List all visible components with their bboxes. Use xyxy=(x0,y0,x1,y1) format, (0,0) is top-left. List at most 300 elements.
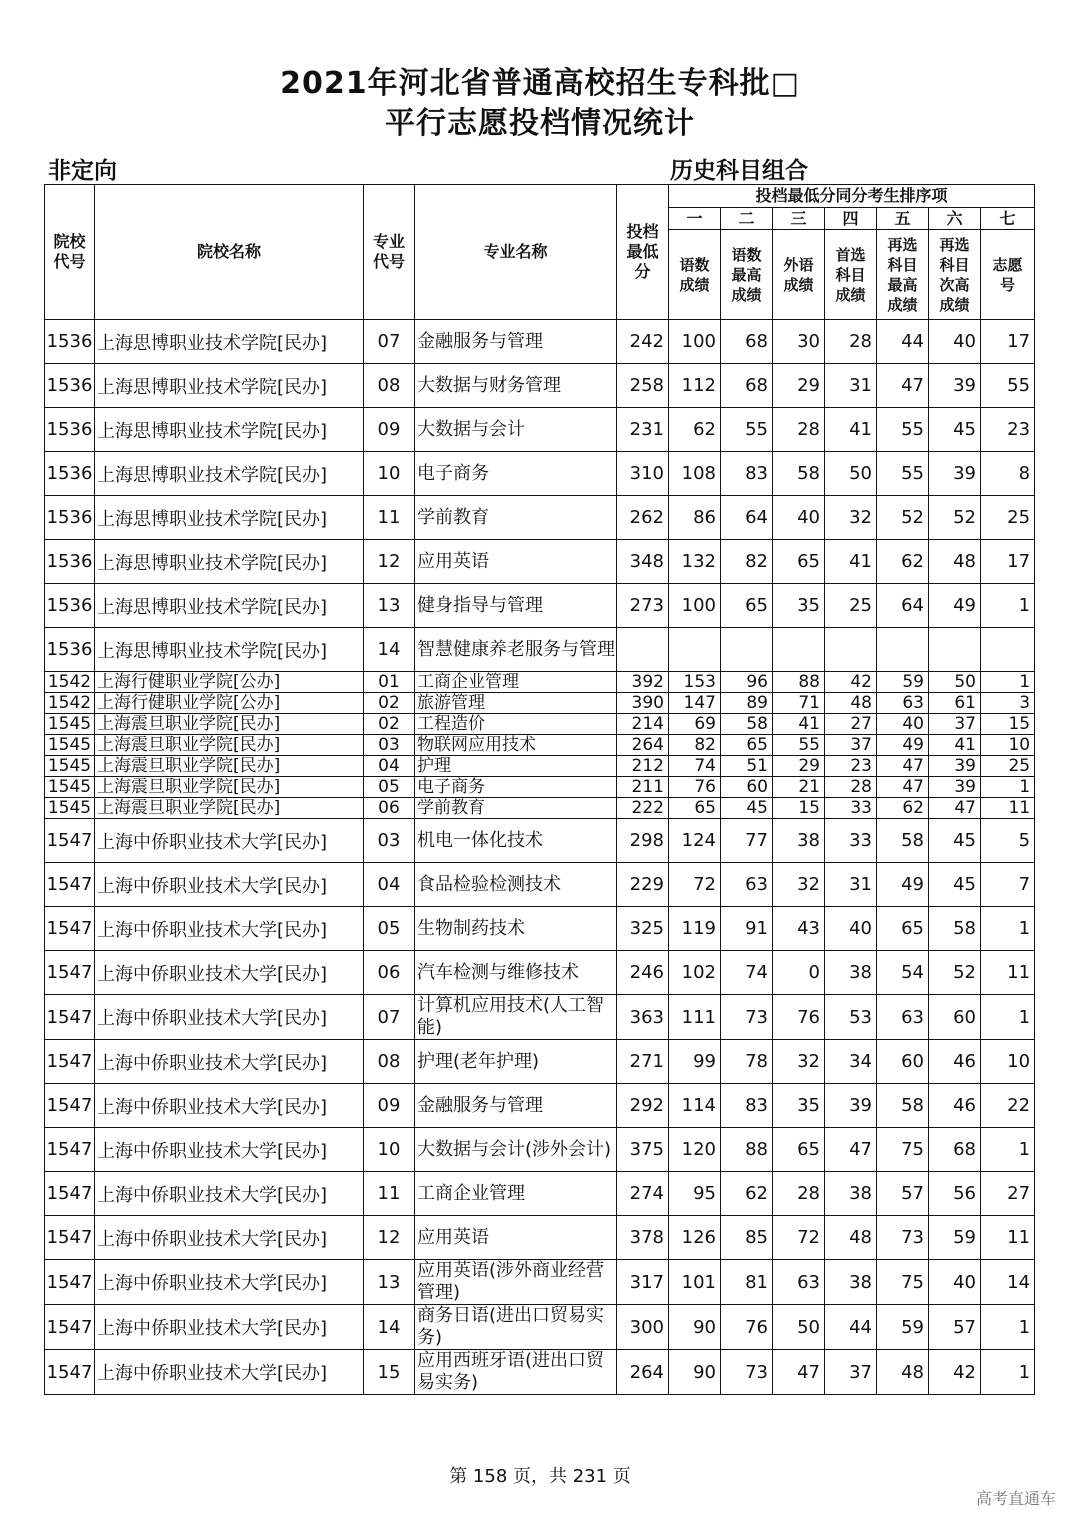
cell-school-code: 1536 xyxy=(45,584,95,628)
cell-tiebreak-6: 49 xyxy=(929,584,981,628)
cell-tiebreak-5: 60 xyxy=(877,1040,929,1084)
cell-tiebreak-7: 1 xyxy=(981,907,1035,951)
cell-tiebreak-2: 89 xyxy=(721,693,773,714)
header-school-code: 院校代号 xyxy=(45,185,95,320)
cell-tiebreak-2: 65 xyxy=(721,735,773,756)
cell-tiebreak-5: 44 xyxy=(877,320,929,364)
cell-min-score: 390 xyxy=(617,693,669,714)
cell-tiebreak-7: 1 xyxy=(981,672,1035,693)
cell-min-score: 292 xyxy=(617,1084,669,1128)
cell-school-code: 1547 xyxy=(45,1084,95,1128)
header-order-6: 六 xyxy=(929,208,981,230)
header-major-code: 专业代号 xyxy=(364,185,415,320)
table-row xyxy=(45,735,1035,756)
table-row xyxy=(45,628,1035,672)
cell-tiebreak-1: 147 xyxy=(669,693,721,714)
table-row xyxy=(45,1084,1035,1128)
cell-tiebreak-4: 28 xyxy=(825,320,877,364)
cell-school-code: 1547 xyxy=(45,1128,95,1172)
header-order-1: 一 xyxy=(669,208,721,230)
cell-min-score xyxy=(617,628,669,672)
cell-major-code: 03 xyxy=(364,735,415,756)
cell-tiebreak-6: 60 xyxy=(929,995,981,1040)
cell-tiebreak-1: 90 xyxy=(669,1305,721,1350)
cell-school-code: 1547 xyxy=(45,1260,95,1305)
cell-school-code: 1542 xyxy=(45,693,95,714)
cell-tiebreak-5: 65 xyxy=(877,907,929,951)
cell-tiebreak-7: 22 xyxy=(981,1084,1035,1128)
cell-school-name: 上海思博职业技术学院[民办] xyxy=(95,540,364,584)
table-row xyxy=(45,907,1035,951)
cell-major-name: 机电一体化技术 xyxy=(415,819,617,863)
cell-major-code: 04 xyxy=(364,863,415,907)
cell-school-name: 上海中侨职业技术大学[民办] xyxy=(95,1172,364,1216)
cell-major-name: 物联网应用技术 xyxy=(415,735,617,756)
cell-school-code: 1547 xyxy=(45,1350,95,1395)
cell-tiebreak-5: 73 xyxy=(877,1216,929,1260)
header-criteria-4: 首选科目成绩 xyxy=(825,230,877,320)
cell-major-code: 09 xyxy=(364,1084,415,1128)
cell-tiebreak-5: 54 xyxy=(877,951,929,995)
cell-tiebreak-2: 55 xyxy=(721,408,773,452)
cell-tiebreak-6: 39 xyxy=(929,452,981,496)
cell-tiebreak-3: 63 xyxy=(773,1260,825,1305)
cell-tiebreak-2: 88 xyxy=(721,1128,773,1172)
cell-min-score: 264 xyxy=(617,735,669,756)
cell-major-code: 10 xyxy=(364,1128,415,1172)
cell-major-code: 02 xyxy=(364,693,415,714)
cell-tiebreak-2: 85 xyxy=(721,1216,773,1260)
cell-tiebreak-7: 27 xyxy=(981,1172,1035,1216)
cell-school-code: 1536 xyxy=(45,452,95,496)
table-row xyxy=(45,756,1035,777)
cell-tiebreak-7: 25 xyxy=(981,496,1035,540)
cell-tiebreak-1: 100 xyxy=(669,320,721,364)
cell-school-code: 1545 xyxy=(45,735,95,756)
cell-tiebreak-6: 59 xyxy=(929,1216,981,1260)
cell-tiebreak-2: 65 xyxy=(721,584,773,628)
header-order-3: 三 xyxy=(773,208,825,230)
cell-tiebreak-7: 1 xyxy=(981,1128,1035,1172)
cell-tiebreak-1: 100 xyxy=(669,584,721,628)
cell-tiebreak-5: 47 xyxy=(877,777,929,798)
cell-tiebreak-1: 65 xyxy=(669,798,721,819)
cell-tiebreak-7 xyxy=(981,628,1035,672)
cell-major-name: 应用英语 xyxy=(415,1216,617,1260)
cell-school-code: 1536 xyxy=(45,496,95,540)
cell-major-code: 02 xyxy=(364,714,415,735)
cell-tiebreak-5: 58 xyxy=(877,1084,929,1128)
cell-major-code: 05 xyxy=(364,907,415,951)
cell-major-name: 商务日语(进出口贸易实务) xyxy=(415,1305,617,1350)
cell-tiebreak-3: 29 xyxy=(773,364,825,408)
cell-school-name: 上海中侨职业技术大学[民办] xyxy=(95,951,364,995)
cell-school-name: 上海思博职业技术学院[民办] xyxy=(95,320,364,364)
cell-tiebreak-5: 57 xyxy=(877,1172,929,1216)
cell-tiebreak-4: 37 xyxy=(825,1350,877,1395)
cell-major-code: 01 xyxy=(364,672,415,693)
cell-tiebreak-6: 61 xyxy=(929,693,981,714)
cell-major-name: 电子商务 xyxy=(415,777,617,798)
cell-tiebreak-5: 47 xyxy=(877,756,929,777)
cell-tiebreak-7: 1 xyxy=(981,995,1035,1040)
cell-tiebreak-4: 44 xyxy=(825,1305,877,1350)
cell-min-score: 325 xyxy=(617,907,669,951)
cell-min-score: 212 xyxy=(617,756,669,777)
cell-school-name: 上海中侨职业技术大学[民办] xyxy=(95,1260,364,1305)
cell-tiebreak-1: 74 xyxy=(669,756,721,777)
cell-tiebreak-6: 52 xyxy=(929,951,981,995)
table-row xyxy=(45,714,1035,735)
cell-min-score: 298 xyxy=(617,819,669,863)
cell-tiebreak-4: 48 xyxy=(825,1216,877,1260)
cell-major-code: 06 xyxy=(364,951,415,995)
cell-school-name: 上海思博职业技术学院[民办] xyxy=(95,628,364,672)
cell-school-name: 上海思博职业技术学院[民办] xyxy=(95,408,364,452)
cell-tiebreak-4: 28 xyxy=(825,777,877,798)
cell-major-name: 食品检验检测技术 xyxy=(415,863,617,907)
cell-tiebreak-1: 124 xyxy=(669,819,721,863)
cell-tiebreak-4: 38 xyxy=(825,951,877,995)
cell-school-name: 上海震旦职业学院[民办] xyxy=(95,735,364,756)
table-row xyxy=(45,1040,1035,1084)
cell-min-score: 363 xyxy=(617,995,669,1040)
cell-school-code: 1545 xyxy=(45,756,95,777)
cell-tiebreak-4: 53 xyxy=(825,995,877,1040)
cell-major-name: 应用西班牙语(进出口贸易实务) xyxy=(415,1350,617,1395)
cell-tiebreak-2: 91 xyxy=(721,907,773,951)
table-row xyxy=(45,584,1035,628)
cell-tiebreak-6: 42 xyxy=(929,1350,981,1395)
cell-tiebreak-3: 15 xyxy=(773,798,825,819)
cell-tiebreak-4 xyxy=(825,628,877,672)
cell-major-code: 07 xyxy=(364,320,415,364)
cell-tiebreak-1: 90 xyxy=(669,1350,721,1395)
cell-tiebreak-5: 63 xyxy=(877,693,929,714)
cell-tiebreak-5: 62 xyxy=(877,798,929,819)
cell-tiebreak-1: 108 xyxy=(669,452,721,496)
cell-tiebreak-1: 111 xyxy=(669,995,721,1040)
header-criteria-5: 再选科目最高成绩 xyxy=(877,230,929,320)
table-row xyxy=(45,496,1035,540)
cell-tiebreak-3: 72 xyxy=(773,1216,825,1260)
cell-tiebreak-2: 51 xyxy=(721,756,773,777)
cell-major-code: 12 xyxy=(364,1216,415,1260)
cell-major-code: 08 xyxy=(364,1040,415,1084)
cell-school-name: 上海中侨职业技术大学[民办] xyxy=(95,907,364,951)
cell-major-name: 应用英语(涉外商业经营管理) xyxy=(415,1260,617,1305)
cell-tiebreak-4: 50 xyxy=(825,452,877,496)
cell-major-name: 汽车检测与维修技术 xyxy=(415,951,617,995)
cell-min-score: 300 xyxy=(617,1305,669,1350)
cell-tiebreak-7: 3 xyxy=(981,693,1035,714)
cell-school-code: 1536 xyxy=(45,540,95,584)
page-title-line-2: 平行志愿投档情况统计 xyxy=(385,106,695,141)
cell-tiebreak-3: 35 xyxy=(773,1084,825,1128)
cell-tiebreak-3: 38 xyxy=(773,819,825,863)
cell-major-name: 大数据与会计 xyxy=(415,408,617,452)
cell-major-name: 护理 xyxy=(415,756,617,777)
cell-tiebreak-3: 28 xyxy=(773,408,825,452)
cell-tiebreak-6: 57 xyxy=(929,1305,981,1350)
cell-tiebreak-5: 48 xyxy=(877,1350,929,1395)
cell-tiebreak-1: 62 xyxy=(669,408,721,452)
cell-major-name: 电子商务 xyxy=(415,452,617,496)
table-row xyxy=(45,320,1035,364)
table-row xyxy=(45,798,1035,819)
header-criteria-1: 语数成绩 xyxy=(669,230,721,320)
cell-tiebreak-2: 68 xyxy=(721,320,773,364)
cell-school-name: 上海中侨职业技术大学[民办] xyxy=(95,1128,364,1172)
cell-tiebreak-6: 50 xyxy=(929,672,981,693)
table-row xyxy=(45,1305,1035,1350)
cell-tiebreak-7: 11 xyxy=(981,951,1035,995)
cell-major-name: 计算机应用技术(人工智能) xyxy=(415,995,617,1040)
table-row xyxy=(45,1260,1035,1305)
cell-tiebreak-2: 83 xyxy=(721,452,773,496)
cell-tiebreak-5: 40 xyxy=(877,714,929,735)
table-row xyxy=(45,819,1035,863)
cell-school-code: 1547 xyxy=(45,1216,95,1260)
cell-tiebreak-4: 32 xyxy=(825,496,877,540)
cell-school-code: 1545 xyxy=(45,714,95,735)
cell-min-score: 229 xyxy=(617,863,669,907)
cell-school-name: 上海中侨职业技术大学[民办] xyxy=(95,1216,364,1260)
cell-tiebreak-2: 64 xyxy=(721,496,773,540)
header-tiebreak-group: 投档最低分同分考生排序项 xyxy=(669,185,1035,208)
cell-major-name: 护理(老年护理) xyxy=(415,1040,617,1084)
cell-min-score: 246 xyxy=(617,951,669,995)
cell-tiebreak-2: 62 xyxy=(721,1172,773,1216)
cell-school-name: 上海中侨职业技术大学[民办] xyxy=(95,1305,364,1350)
cell-tiebreak-6: 68 xyxy=(929,1128,981,1172)
cell-tiebreak-3: 43 xyxy=(773,907,825,951)
cell-min-score: 242 xyxy=(617,320,669,364)
cell-min-score: 231 xyxy=(617,408,669,452)
cell-tiebreak-6: 39 xyxy=(929,777,981,798)
cell-tiebreak-3: 55 xyxy=(773,735,825,756)
cell-tiebreak-6: 45 xyxy=(929,819,981,863)
cell-tiebreak-4: 47 xyxy=(825,1128,877,1172)
cell-tiebreak-2: 96 xyxy=(721,672,773,693)
cell-tiebreak-4: 33 xyxy=(825,798,877,819)
cell-school-name: 上海震旦职业学院[民办] xyxy=(95,756,364,777)
cell-tiebreak-6: 40 xyxy=(929,320,981,364)
cell-min-score: 214 xyxy=(617,714,669,735)
cell-school-code: 1536 xyxy=(45,320,95,364)
cell-major-name: 学前教育 xyxy=(415,798,617,819)
cell-school-code: 1536 xyxy=(45,628,95,672)
cell-major-name: 工商企业管理 xyxy=(415,1172,617,1216)
cell-tiebreak-2: 60 xyxy=(721,777,773,798)
cell-major-code: 11 xyxy=(364,1172,415,1216)
cell-tiebreak-2: 82 xyxy=(721,540,773,584)
cell-school-name: 上海震旦职业学院[民办] xyxy=(95,714,364,735)
cell-tiebreak-2: 45 xyxy=(721,798,773,819)
cell-tiebreak-1: 95 xyxy=(669,1172,721,1216)
table-row xyxy=(45,1172,1035,1216)
cell-tiebreak-7: 5 xyxy=(981,819,1035,863)
cell-tiebreak-6: 47 xyxy=(929,798,981,819)
cell-tiebreak-6: 46 xyxy=(929,1040,981,1084)
cell-tiebreak-1: 114 xyxy=(669,1084,721,1128)
cell-min-score: 264 xyxy=(617,1350,669,1395)
cell-min-score: 375 xyxy=(617,1128,669,1172)
cell-tiebreak-7: 55 xyxy=(981,364,1035,408)
cell-major-code: 13 xyxy=(364,584,415,628)
cell-tiebreak-2: 76 xyxy=(721,1305,773,1350)
cell-tiebreak-2: 83 xyxy=(721,1084,773,1128)
cell-tiebreak-3: 65 xyxy=(773,1128,825,1172)
cell-min-score: 271 xyxy=(617,1040,669,1084)
cell-tiebreak-6: 41 xyxy=(929,735,981,756)
header-order-2: 二 xyxy=(721,208,773,230)
cell-min-score: 392 xyxy=(617,672,669,693)
cell-school-name: 上海中侨职业技术大学[民办] xyxy=(95,819,364,863)
header-criteria-6: 再选科目次高成绩 xyxy=(929,230,981,320)
cell-tiebreak-2: 73 xyxy=(721,1350,773,1395)
cell-tiebreak-3: 76 xyxy=(773,995,825,1040)
table-row xyxy=(45,1216,1035,1260)
cell-tiebreak-5: 49 xyxy=(877,863,929,907)
cell-tiebreak-7: 23 xyxy=(981,408,1035,452)
cell-school-name: 上海行健职业学院[公办] xyxy=(95,672,364,693)
cell-tiebreak-3: 28 xyxy=(773,1172,825,1216)
table-row xyxy=(45,672,1035,693)
cell-school-name: 上海震旦职业学院[民办] xyxy=(95,798,364,819)
watermark: 高考直通车 xyxy=(975,1489,1056,1508)
cell-tiebreak-5: 75 xyxy=(877,1260,929,1305)
cell-tiebreak-5: 63 xyxy=(877,995,929,1040)
header-criteria-3: 外语成绩 xyxy=(773,230,825,320)
cell-major-code: 09 xyxy=(364,408,415,452)
cell-major-name: 大数据与会计(涉外会计) xyxy=(415,1128,617,1172)
cell-tiebreak-5: 58 xyxy=(877,819,929,863)
cell-major-name: 工商企业管理 xyxy=(415,672,617,693)
cell-tiebreak-4: 40 xyxy=(825,907,877,951)
cell-min-score: 258 xyxy=(617,364,669,408)
cell-min-score: 222 xyxy=(617,798,669,819)
cell-tiebreak-3: 32 xyxy=(773,863,825,907)
cell-major-code: 10 xyxy=(364,452,415,496)
cell-major-name: 金融服务与管理 xyxy=(415,1084,617,1128)
cell-min-score: 262 xyxy=(617,496,669,540)
cell-tiebreak-6: 37 xyxy=(929,714,981,735)
cell-major-name: 学前教育 xyxy=(415,496,617,540)
cell-major-name: 应用英语 xyxy=(415,540,617,584)
cell-tiebreak-2: 78 xyxy=(721,1040,773,1084)
header-order-7: 七 xyxy=(981,208,1035,230)
admission-table xyxy=(44,184,1035,1395)
page-footer: 第 158 页，共 231 页 xyxy=(449,1466,631,1487)
cell-tiebreak-5: 52 xyxy=(877,496,929,540)
header-criteria-2: 语数最高成绩 xyxy=(721,230,773,320)
cell-tiebreak-3: 32 xyxy=(773,1040,825,1084)
cell-tiebreak-7: 1 xyxy=(981,1305,1035,1350)
cell-tiebreak-3: 71 xyxy=(773,693,825,714)
cell-major-name: 健身指导与管理 xyxy=(415,584,617,628)
cell-major-code: 03 xyxy=(364,819,415,863)
table-row xyxy=(45,863,1035,907)
cell-tiebreak-3: 58 xyxy=(773,452,825,496)
cell-major-name: 金融服务与管理 xyxy=(415,320,617,364)
cell-major-name: 生物制药技术 xyxy=(415,907,617,951)
cell-tiebreak-2: 77 xyxy=(721,819,773,863)
header-criteria-7: 志愿号 xyxy=(981,230,1035,320)
cell-school-code: 1547 xyxy=(45,1172,95,1216)
cell-major-code: 13 xyxy=(364,1260,415,1305)
cell-tiebreak-5: 47 xyxy=(877,364,929,408)
cell-tiebreak-1: 101 xyxy=(669,1260,721,1305)
table-row xyxy=(45,777,1035,798)
cell-tiebreak-6: 39 xyxy=(929,364,981,408)
cell-tiebreak-3: 65 xyxy=(773,540,825,584)
cell-tiebreak-7: 17 xyxy=(981,540,1035,584)
cell-tiebreak-1: 76 xyxy=(669,777,721,798)
cell-min-score: 211 xyxy=(617,777,669,798)
cell-tiebreak-1: 102 xyxy=(669,951,721,995)
cell-tiebreak-3: 41 xyxy=(773,714,825,735)
cell-school-code: 1547 xyxy=(45,907,95,951)
cell-tiebreak-6 xyxy=(929,628,981,672)
cell-major-name: 智慧健康养老服务与管理 xyxy=(415,628,617,672)
cell-tiebreak-1: 86 xyxy=(669,496,721,540)
cell-tiebreak-6: 52 xyxy=(929,496,981,540)
cell-major-code: 08 xyxy=(364,364,415,408)
cell-tiebreak-5: 75 xyxy=(877,1128,929,1172)
cell-major-code: 12 xyxy=(364,540,415,584)
header-school-name: 院校名称 xyxy=(95,185,364,320)
cell-min-score: 378 xyxy=(617,1216,669,1260)
category-label: 非定向 xyxy=(48,158,117,184)
cell-tiebreak-4: 34 xyxy=(825,1040,877,1084)
cell-tiebreak-5: 49 xyxy=(877,735,929,756)
cell-school-name: 上海中侨职业技术大学[民办] xyxy=(95,1350,364,1395)
cell-tiebreak-7: 14 xyxy=(981,1260,1035,1305)
cell-school-name: 上海思博职业技术学院[民办] xyxy=(95,452,364,496)
cell-tiebreak-1: 82 xyxy=(669,735,721,756)
cell-tiebreak-5: 59 xyxy=(877,1305,929,1350)
cell-school-code: 1547 xyxy=(45,819,95,863)
cell-major-name: 大数据与财务管理 xyxy=(415,364,617,408)
cell-tiebreak-3 xyxy=(773,628,825,672)
cell-school-code: 1547 xyxy=(45,1305,95,1350)
cell-tiebreak-2: 74 xyxy=(721,951,773,995)
cell-tiebreak-6: 45 xyxy=(929,863,981,907)
cell-tiebreak-2: 63 xyxy=(721,863,773,907)
cell-tiebreak-2: 81 xyxy=(721,1260,773,1305)
cell-tiebreak-5: 59 xyxy=(877,672,929,693)
cell-major-name: 工程造价 xyxy=(415,714,617,735)
cell-major-code: 11 xyxy=(364,496,415,540)
table-row xyxy=(45,1128,1035,1172)
cell-school-name: 上海震旦职业学院[民办] xyxy=(95,777,364,798)
cell-tiebreak-3: 88 xyxy=(773,672,825,693)
cell-major-code: 06 xyxy=(364,798,415,819)
cell-tiebreak-6: 56 xyxy=(929,1172,981,1216)
table-row xyxy=(45,364,1035,408)
cell-min-score: 273 xyxy=(617,584,669,628)
cell-tiebreak-3: 35 xyxy=(773,584,825,628)
cell-tiebreak-7: 25 xyxy=(981,756,1035,777)
cell-tiebreak-3: 50 xyxy=(773,1305,825,1350)
cell-tiebreak-3: 21 xyxy=(773,777,825,798)
cell-tiebreak-3: 29 xyxy=(773,756,825,777)
cell-min-score: 274 xyxy=(617,1172,669,1216)
cell-tiebreak-3: 40 xyxy=(773,496,825,540)
table-row xyxy=(45,1350,1035,1395)
cell-tiebreak-5: 64 xyxy=(877,584,929,628)
